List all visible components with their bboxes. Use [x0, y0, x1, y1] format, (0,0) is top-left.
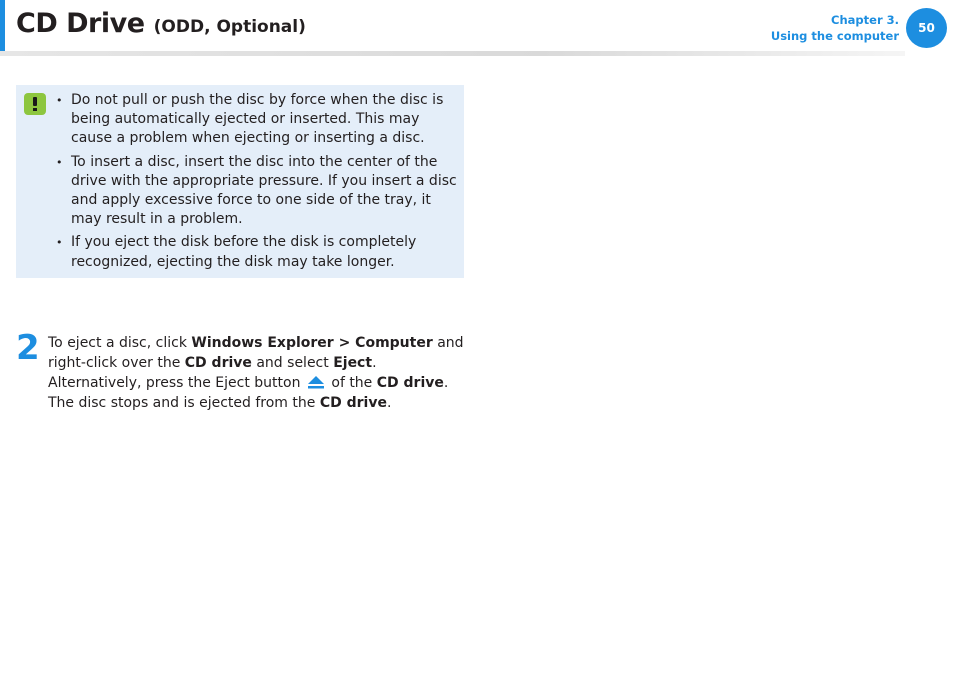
header-divider — [0, 51, 905, 56]
header-accent-bar — [0, 0, 5, 53]
step-line-2: right-click over the CD drive and select Eject. — [48, 355, 377, 371]
warning-item: • If you eject the disk before the disk is completely recognized, ejecting the disk may take longer. — [56, 233, 461, 271]
step-instructions — [48, 333, 468, 413]
step-number: 2 — [16, 328, 40, 368]
eject-command: Eject — [333, 355, 373, 371]
exclamation-icon — [24, 93, 46, 115]
step-line-1: To eject a disc, click Windows Explorer > Computer and — [48, 335, 464, 351]
page-number-badge: 50 — [906, 8, 947, 48]
step-line-4: The disc stops and is ejected from the CD drive. — [48, 395, 392, 411]
menu-path: Windows Explorer > Computer — [191, 335, 433, 351]
page-title-main: CD Drive — [16, 8, 145, 39]
warning-item: • Do not pull or push the disc by force when the disc is being automatically ejected or inserted. This may cause a problem when ejecting or inserting a disc. — [56, 91, 461, 149]
chapter-name: Using the computer — [770, 29, 899, 43]
step-line-3: Alternatively, press the Eject button of the CD drive. — [48, 375, 449, 391]
warning-item: • To insert a disc, insert the disc into the center of the drive with the appropriate pressure. If you insert a disc and apply excessive force to one side of the tray, it may result in a problem. — [56, 153, 461, 230]
page-title-subtitle: (ODD, Optional) — [153, 17, 306, 37]
eject-icon — [307, 375, 325, 389]
warning-list — [56, 91, 461, 276]
chapter-label — [771, 12, 899, 44]
warning-box — [16, 85, 464, 278]
page-title — [16, 8, 306, 39]
chapter-number: Chapter 3. — [831, 13, 899, 27]
